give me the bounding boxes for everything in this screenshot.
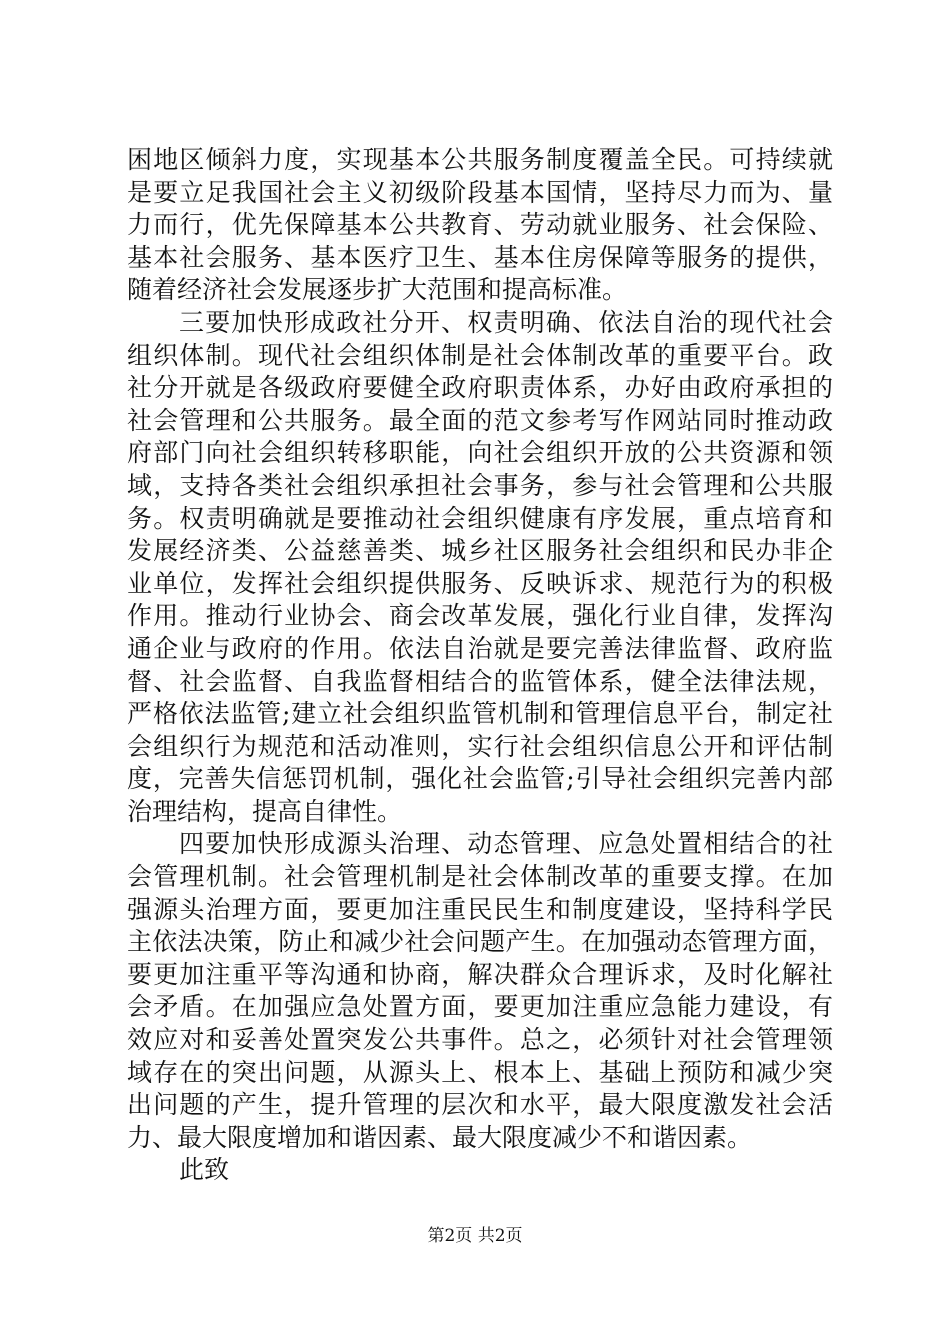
- paragraph: [127, 307, 833, 829]
- text-line: 通企业与政府的作用。依法自治就是要完善法律监督、政府监: [127, 633, 833, 663]
- text-line: 基本社会服务、基本医疗卫生、基本住房保障等服务的提供，: [127, 242, 833, 272]
- text-line: 社会管理和公共服务。最全面的范文参考写作网站同时推动政: [127, 405, 833, 435]
- text-line: 会矛盾。在加强应急处置方面，要更加注重应急能力建设，有: [127, 992, 833, 1022]
- text-line: 随着经济社会发展逐步扩大范围和提高标准。: [127, 275, 628, 305]
- text-line: 业单位，发挥社会组织提供服务、反映诉求、规范行为的积极: [127, 568, 833, 598]
- text-line: 三要加快形成政社分开、权责明确、依法自治的现代社会: [179, 307, 833, 337]
- paragraph: [127, 828, 833, 1154]
- text-line: 域存在的突出问题，从源头上、根本上、基础上预防和减少突: [127, 1057, 833, 1087]
- text-line: 发展经济类、公益慈善类、城乡社区服务社会组织和民办非企: [127, 536, 833, 566]
- page-number-footer: 第2页 共2页: [427, 1226, 523, 1246]
- text-line: 要更加注重平等沟通和协商，解决群众合理诉求，及时化解社: [127, 959, 833, 989]
- closing-salutation: [127, 1154, 833, 1187]
- text-line: 四要加快形成源头治理、动态管理、应急处置相结合的社: [179, 829, 833, 859]
- text-line: 治理结构，提高自律性。: [127, 796, 403, 826]
- text-line: 此致: [179, 1155, 230, 1185]
- document-body: [127, 144, 833, 1187]
- text-line: 府部门向社会组织转移职能，向社会组织开放的公共资源和领: [127, 438, 833, 468]
- text-line: 力而行，优先保障基本公共教育、劳动就业服务、社会保险、: [127, 210, 833, 240]
- text-line: 作用。推动行业协会、商会改革发展，强化行业自律，发挥沟: [127, 601, 833, 631]
- text-line: 是要立足我国社会主义初级阶段基本国情，坚持尽力而为、量: [127, 177, 833, 207]
- text-line: 效应对和妥善处置突发公共事件。总之，必须针对社会管理领: [127, 1025, 833, 1055]
- text-line: 出问题的产生，提升管理的层次和水平，最大限度激发社会活: [127, 1090, 833, 1120]
- text-line: 力、最大限度增加和谐因素、最大限度减少不和谐因素。: [127, 1122, 753, 1152]
- text-line: 会管理机制。社会管理机制是社会体制改革的重要支撑。在加: [127, 862, 833, 892]
- text-line: 域，支持各类社会组织承担社会事务，参与社会管理和公共服: [127, 470, 833, 500]
- text-line: 务。权责明确就是要推动社会组织健康有序发展，重点培育和: [127, 503, 833, 533]
- text-line: 督、社会监督、自我监督相结合的监管体系，健全法律法规，: [127, 666, 833, 696]
- text-line: 强源头治理方面，要更加注重民民生和制度建设，坚持科学民: [127, 894, 833, 924]
- text-line: 困地区倾斜力度，实现基本公共服务制度覆盖全民。可持续就: [127, 145, 833, 174]
- text-line: 度，完善失信惩罚机制，强化社会监管;引导社会组织完善内部: [127, 764, 833, 794]
- paragraph: [127, 144, 833, 307]
- text-line: 会组织行为规范和活动准则，实行社会组织信息公开和评估制: [127, 731, 833, 761]
- text-line: 组织体制。现代社会组织体制是社会体制改革的重要平台。政: [127, 340, 833, 370]
- text-line: 严格依法监管;建立社会组织监管机制和管理信息平台，制定社: [127, 699, 833, 729]
- text-line: 社分开就是各级政府要健全政府职责体系，办好由政府承担的: [127, 373, 833, 403]
- text-line: 主依法决策，防止和减少社会问题产生。在加强动态管理方面，: [127, 927, 833, 957]
